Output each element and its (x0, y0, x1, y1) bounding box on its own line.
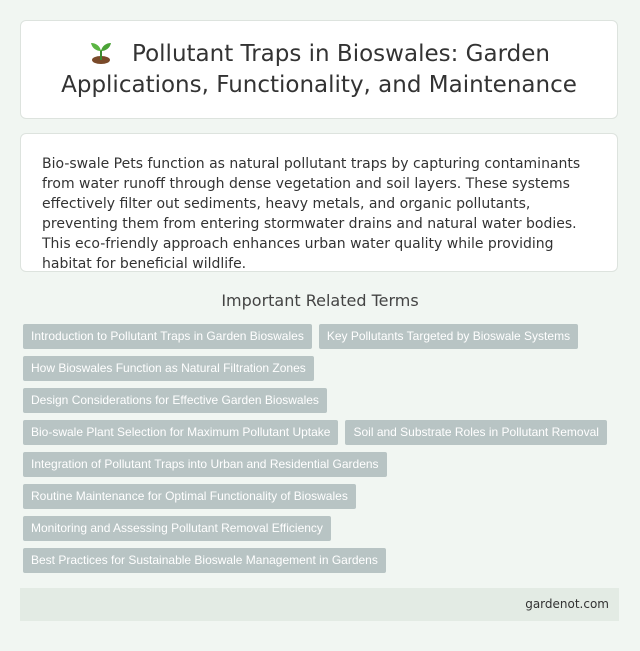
tag-row (23, 484, 623, 509)
footer (20, 588, 619, 621)
related-terms-heading: Important Related Terms (221, 291, 419, 310)
summary-card (20, 133, 618, 272)
title-card (20, 20, 618, 119)
related-term-tag[interactable]: Routine Maintenance for Optimal Functionality of Bioswales (23, 484, 356, 509)
summary-text: Bio-swale Pets function as natural pollutant traps by capturing contaminants from water runoff through dense vegetation and soil layers. These systems effectively filter out sediments, heavy metals, and organic pollutants, preventing them from entering stormwater drains and natural water bodies. This eco-friendly approach enhances urban water quality while providing habitat for beneficial wildlife. (42, 156, 581, 272)
related-term-tag[interactable]: How Bioswales Function as Natural Filtration Zones (23, 356, 314, 381)
tag-row (23, 420, 623, 445)
related-term-tag[interactable]: Integration of Pollutant Traps into Urban and Residential Gardens (23, 452, 387, 477)
tag-row (23, 356, 623, 381)
page-title (59, 39, 579, 101)
related-term-tag[interactable]: Soil and Substrate Roles in Pollutant Removal (345, 420, 606, 445)
related-term-tag[interactable]: Bio-swale Plant Selection for Maximum Pollutant Uptake (23, 420, 338, 445)
tag-row (23, 388, 623, 413)
footer-site[interactable]: gardenot.com (525, 597, 609, 611)
tag-row (23, 452, 623, 477)
related-terms-list (23, 324, 623, 580)
related-term-tag[interactable]: Design Considerations for Effective Garden Bioswales (23, 388, 327, 413)
tag-row (23, 324, 623, 349)
tag-row (23, 548, 623, 573)
related-term-tag[interactable]: Introduction to Pollutant Traps in Garden Bioswales (23, 324, 312, 349)
page-title-text: Pollutant Traps in Bioswales: Garden Applications, Functionality, and Maintenance (61, 40, 577, 98)
tag-row (23, 516, 623, 541)
related-term-tag[interactable]: Best Practices for Sustainable Bioswale Management in Gardens (23, 548, 386, 573)
related-term-tag[interactable]: Monitoring and Assessing Pollutant Removal Efficiency (23, 516, 331, 541)
sprout-icon (88, 40, 114, 64)
related-term-tag[interactable]: Key Pollutants Targeted by Bioswale Systems (319, 324, 578, 349)
